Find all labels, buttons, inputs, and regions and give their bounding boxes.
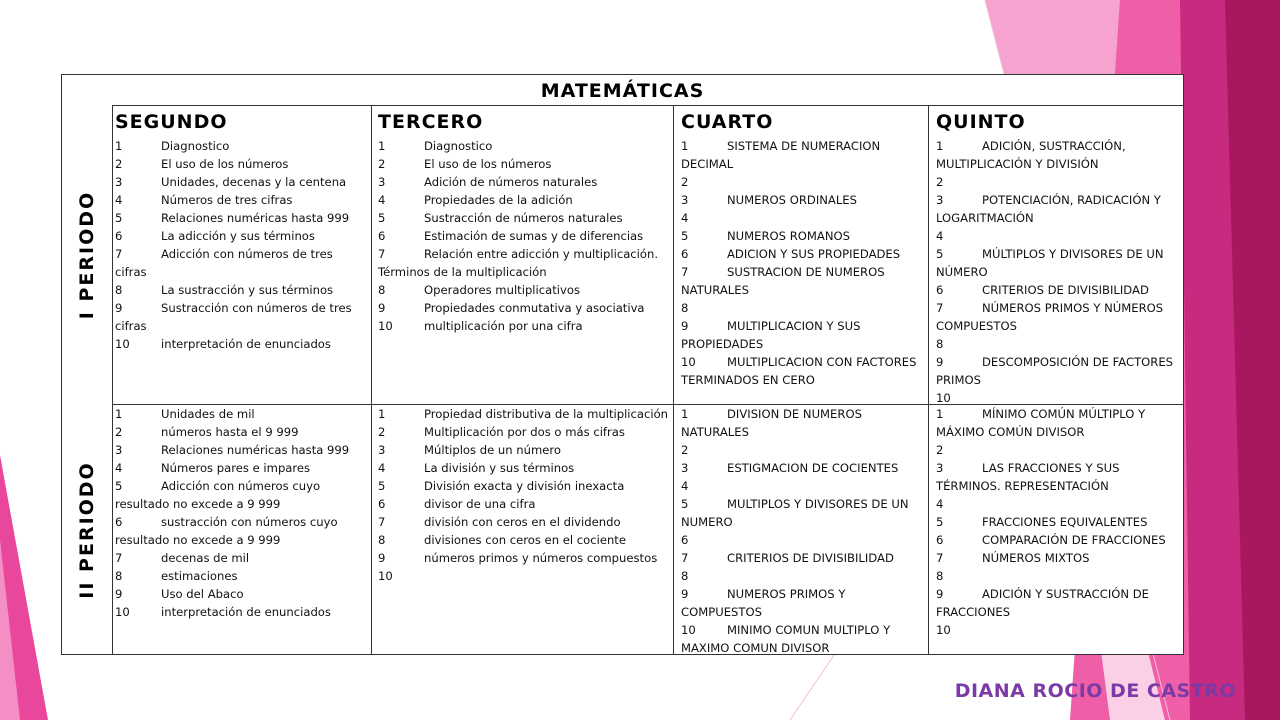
period-2-label: II PERIODO (76, 460, 98, 599)
topic-text: Múltiplos de un número (424, 443, 562, 457)
topic-number: 9 (115, 301, 123, 315)
topic-number: 7 (378, 515, 386, 529)
topic-item (936, 531, 1180, 549)
topic-item (681, 621, 924, 657)
topic-number: 6 (681, 533, 689, 547)
topic-number: 10 (936, 391, 951, 405)
topic-item (936, 621, 1180, 639)
topic-number: 2 (115, 425, 123, 439)
topic-number: 5 (378, 211, 386, 225)
cell-p1-cuarto (681, 137, 924, 389)
topic-number: 4 (936, 229, 944, 243)
topic-text: NÚMEROS PRIMOS Y NÚMEROS COMPUESTOS (936, 301, 1164, 333)
topic-item (115, 191, 367, 209)
topic-item (378, 549, 670, 567)
topic-item (936, 353, 1180, 389)
topic-number: 8 (681, 301, 689, 315)
topic-text: números primos y números compuestos (424, 551, 658, 565)
cell-p2-tercero (378, 405, 670, 585)
topic-text: Adicción con números cuyo resultado no excede a 9 999 (115, 479, 321, 511)
topic-number: 7 (115, 247, 123, 261)
topic-number: 5 (681, 497, 689, 511)
topic-number: 9 (378, 301, 386, 315)
topic-text: NÚMEROS MIXTOS (982, 551, 1090, 565)
topic-number: 10 (936, 623, 951, 637)
topic-number: 7 (936, 301, 944, 315)
topic-number: 6 (681, 247, 689, 261)
topic-number: 2 (936, 175, 944, 189)
topic-number: 3 (378, 175, 386, 189)
topic-text: Propiedad distributiva de la multiplicación (424, 407, 669, 421)
topic-text: división con ceros en el dividendo (424, 515, 621, 529)
topic-text: estimaciones (161, 569, 238, 583)
topic-text: Operadores multiplicativos (424, 283, 580, 297)
topic-item (378, 299, 670, 317)
topic-text: La división y sus términos (424, 461, 575, 475)
topic-text: SISTEMA DE NUMERACION DECIMAL (681, 139, 881, 171)
topic-number: 10 (681, 355, 696, 369)
topic-number: 8 (936, 337, 944, 351)
topic-number: 8 (115, 283, 123, 297)
topic-text: Números de tres cifras (161, 193, 293, 207)
topic-text: números hasta el 9 999 (161, 425, 299, 439)
topic-number: 1 (378, 407, 386, 421)
topic-number: 8 (681, 569, 689, 583)
topic-number: 4 (378, 461, 386, 475)
topic-text: interpretación de enunciados (161, 605, 331, 619)
topic-text: El uso de los números (424, 157, 552, 171)
cell-p2-cuarto (681, 405, 924, 657)
author-signature: DIANA ROCIO DE CASTRO (954, 680, 1236, 702)
topic-number: 3 (681, 461, 689, 475)
topic-item (378, 245, 670, 281)
topic-item (936, 191, 1180, 227)
topic-text: ESTIGMACION DE COCIENTES (727, 461, 899, 475)
topic-item (378, 495, 670, 513)
topic-number: 4 (378, 193, 386, 207)
curriculum-table (61, 74, 1184, 655)
topic-text: NUMEROS PRIMOS Y COMPUESTOS (681, 587, 846, 619)
topic-item (936, 281, 1180, 299)
topic-text: Adición de números naturales (424, 175, 598, 189)
topic-number: 9 (681, 319, 689, 333)
topic-item (115, 299, 367, 335)
topic-text: POTENCIACIÓN, RADICACIÓN Y LOGARITMACIÓN (936, 193, 1161, 225)
topic-number: 7 (378, 247, 386, 261)
topic-text: División exacta y división inexacta (424, 479, 625, 493)
topic-number: 7 (115, 551, 123, 565)
topic-number: 6 (936, 283, 944, 297)
topic-number: 3 (115, 175, 123, 189)
topic-item (681, 173, 924, 191)
topic-text: DIVISION DE NUMEROS NATURALES (681, 407, 862, 439)
topic-text: NUMEROS ROMANOS (727, 229, 850, 243)
topic-text: MÍNIMO COMÚN MÚLTIPLO Y MÁXIMO COMÚN DIVISOR (936, 407, 1146, 439)
topic-item (115, 137, 367, 155)
topic-item (115, 227, 367, 245)
topic-text: ADICION Y SUS PROPIEDADES (727, 247, 901, 261)
topic-item (115, 281, 367, 299)
topic-number: 4 (681, 479, 689, 493)
topic-text: Unidades de mil (161, 407, 255, 421)
topic-number: 8 (115, 569, 123, 583)
topic-number: 5 (115, 211, 123, 225)
cell-p1-segundo (115, 137, 367, 353)
topic-number: 10 (115, 605, 130, 619)
topic-item (378, 155, 670, 173)
grade-header-tercero: TERCERO (378, 111, 484, 133)
topic-item (681, 549, 924, 567)
topic-item (115, 423, 367, 441)
topic-item (681, 441, 924, 459)
topic-item (936, 513, 1180, 531)
topic-number: 7 (936, 551, 944, 565)
topic-item (378, 531, 670, 549)
topic-number: 1 (936, 407, 944, 421)
topic-text: LAS FRACCIONES Y SUS TÉRMINOS. REPRESENTACIÓN (936, 461, 1120, 493)
topic-number: 1 (681, 139, 689, 153)
topic-item (681, 245, 924, 263)
topic-item (936, 173, 1180, 191)
topic-text: Diagnostico (424, 139, 493, 153)
grade-header-quinto: QUINTO (936, 111, 1026, 133)
cell-p2-segundo (115, 405, 367, 621)
topic-text: MULTIPLICACION CON FACTORES TERMINADOS EN CERO (681, 355, 917, 387)
topic-number: 9 (378, 551, 386, 565)
topic-number: 2 (681, 175, 689, 189)
topic-text: sustracción con números cuyo resultado no excede a 9 999 (115, 515, 338, 547)
topic-number: 6 (115, 515, 123, 529)
topic-number: 4 (681, 211, 689, 225)
topic-text: decenas de mil (161, 551, 250, 565)
topic-item (115, 441, 367, 459)
topic-number: 9 (936, 355, 944, 369)
topic-number: 10 (681, 623, 696, 637)
topic-item (936, 245, 1180, 281)
topic-text: Números pares e impares (161, 461, 311, 475)
topic-text: MINIMO COMUN MULTIPLO Y MAXIMO COMUN DIVISOR (681, 623, 891, 655)
topic-item (681, 263, 924, 299)
topic-number: 3 (936, 461, 944, 475)
topic-text: El uso de los números (161, 157, 289, 171)
topic-item (378, 423, 670, 441)
topic-text: Estimación de sumas y de diferencias (424, 229, 644, 243)
topic-number: 8 (378, 533, 386, 547)
topic-number: 10 (378, 569, 393, 583)
period-1-label: I PERIODO (76, 190, 98, 319)
topic-text: DESCOMPOSICIÓN DE FACTORES PRIMOS (936, 355, 1174, 387)
topic-item (378, 209, 670, 227)
topic-number: 6 (936, 533, 944, 547)
topic-number: 4 (115, 461, 123, 475)
topic-item (115, 585, 367, 603)
topic-text: ADICIÓN Y SUSTRACCIÓN DE FRACCIONES (936, 587, 1149, 619)
topic-number: 10 (378, 319, 393, 333)
topic-text: divisor de una cifra (424, 497, 536, 511)
topic-item (378, 227, 670, 245)
topic-item (378, 191, 670, 209)
topic-item (936, 227, 1180, 245)
topic-number: 9 (115, 587, 123, 601)
topic-text: Sustracción con números de tres cifras (115, 301, 352, 333)
topic-item (681, 567, 924, 585)
topic-number: 6 (378, 229, 386, 243)
topic-item (115, 173, 367, 191)
grade-header-cuarto: CUARTO (681, 111, 774, 133)
topic-item (378, 459, 670, 477)
topic-number: 5 (936, 515, 944, 529)
topic-item (378, 173, 670, 191)
topic-number: 9 (936, 587, 944, 601)
topic-text: MÚLTIPLOS Y DIVISORES DE UN NÚMERO (936, 247, 1164, 279)
topic-item (115, 477, 367, 513)
topic-item (378, 405, 670, 423)
topic-text: MULTIPLICACION Y SUS PROPIEDADES (681, 319, 861, 351)
topic-number: 6 (378, 497, 386, 511)
topic-text: CRITERIOS DE DIVISIBILIDAD (727, 551, 894, 565)
topic-item (378, 477, 670, 495)
topic-item (681, 405, 924, 441)
topic-text: FRACCIONES EQUIVALENTES (982, 515, 1148, 529)
topic-text: CRITERIOS DE DIVISIBILIDAD (982, 283, 1149, 297)
topic-item (936, 441, 1180, 459)
topic-item (115, 459, 367, 477)
topic-item (115, 209, 367, 227)
cell-p1-tercero (378, 137, 670, 335)
topic-number: 1 (115, 407, 123, 421)
topic-number: 7 (681, 551, 689, 565)
topic-text: Relaciones numéricas hasta 999 (161, 443, 350, 457)
topic-item (681, 191, 924, 209)
column-divider-1 (371, 105, 372, 654)
topic-item (936, 405, 1180, 441)
topic-item (936, 495, 1180, 513)
topic-text: Uso del Abaco (161, 587, 244, 601)
topic-item (115, 603, 367, 621)
topic-number: 9 (681, 587, 689, 601)
period-column-divider (112, 105, 113, 654)
topic-number: 10 (115, 337, 130, 351)
topic-text: La adicción y sus términos (161, 229, 315, 243)
topic-number: 1 (681, 407, 689, 421)
topic-item (681, 585, 924, 621)
topic-item (936, 585, 1180, 621)
title-divider (112, 105, 1183, 106)
topic-text: COMPARACIÓN DE FRACCIONES (982, 533, 1166, 547)
topic-number: 5 (115, 479, 123, 493)
topic-item (681, 477, 924, 495)
topic-number: 1 (378, 139, 386, 153)
topic-text: Multiplicación por dos o más cifras (424, 425, 625, 439)
topic-item (681, 531, 924, 549)
topic-text: Propiedades de la adición (424, 193, 573, 207)
topic-number: 4 (115, 193, 123, 207)
topic-number: 1 (115, 139, 123, 153)
topic-item (936, 567, 1180, 585)
topic-number: 3 (681, 193, 689, 207)
column-divider-2 (673, 105, 674, 654)
topic-item (115, 567, 367, 585)
topic-text: interpretación de enunciados (161, 337, 331, 351)
topic-item (681, 317, 924, 353)
topic-text: Propiedades conmutativa y asociativa (424, 301, 645, 315)
topic-item (378, 281, 670, 299)
topic-item (936, 299, 1180, 335)
topic-number: 3 (936, 193, 944, 207)
topic-text: Adicción con números de tres cifras (115, 247, 333, 279)
topic-number: 8 (378, 283, 386, 297)
topic-text: La sustracción y sus términos (161, 283, 334, 297)
topic-number: 4 (936, 497, 944, 511)
topic-item (115, 405, 367, 423)
topic-item (681, 209, 924, 227)
topic-number: 7 (681, 265, 689, 279)
topic-number: 6 (115, 229, 123, 243)
topic-number: 2 (115, 157, 123, 171)
topic-number: 3 (115, 443, 123, 457)
topic-text: SUSTRACION DE NUMEROS NATURALES (681, 265, 885, 297)
topic-item (936, 549, 1180, 567)
topic-item (115, 549, 367, 567)
topic-item (115, 513, 367, 549)
topic-item (115, 155, 367, 173)
topic-item (115, 335, 367, 353)
topic-item (378, 317, 670, 335)
table-title: MATEMÁTICAS (540, 80, 705, 102)
topic-item (681, 353, 924, 389)
topic-text: ADICIÓN, SUSTRACCIÓN, MULTIPLICACIÓN Y DIVISIÓN (936, 139, 1126, 171)
topic-item (681, 227, 924, 245)
topic-text: MULTIPLOS Y DIVISORES DE UN NUMERO (681, 497, 909, 529)
topic-item (378, 567, 670, 585)
topic-item (681, 459, 924, 477)
topic-number: 1 (936, 139, 944, 153)
topic-text: Relación entre adicción y multiplicación. Términos de la multiplicación (378, 247, 659, 279)
topic-number: 5 (936, 247, 944, 261)
topic-text: divisiones con ceros en el cociente (424, 533, 626, 547)
topic-text: Sustracción de números naturales (424, 211, 623, 225)
topic-item (681, 299, 924, 317)
grade-header-segundo: SEGUNDO (115, 111, 228, 133)
topic-number: 5 (681, 229, 689, 243)
topic-item (378, 137, 670, 155)
topic-text: Diagnostico (161, 139, 230, 153)
cell-p2-quinto (936, 405, 1180, 639)
column-divider-3 (928, 105, 929, 654)
topic-text: Relaciones numéricas hasta 999 (161, 211, 350, 225)
topic-item (681, 495, 924, 531)
topic-item (936, 459, 1180, 495)
topic-number: 2 (378, 157, 386, 171)
cell-p1-quinto (936, 137, 1180, 407)
topic-item (115, 245, 367, 281)
topic-number: 2 (681, 443, 689, 457)
topic-item (378, 441, 670, 459)
topic-item (681, 137, 924, 173)
topic-number: 2 (378, 425, 386, 439)
topic-text: Unidades, decenas y la centena (161, 175, 347, 189)
topic-number: 3 (378, 443, 386, 457)
topic-text: NUMEROS ORDINALES (727, 193, 857, 207)
topic-number: 8 (936, 569, 944, 583)
topic-text: multiplicación por una cifra (424, 319, 583, 333)
topic-item (378, 513, 670, 531)
topic-item (936, 137, 1180, 173)
topic-number: 5 (378, 479, 386, 493)
topic-item (936, 335, 1180, 353)
topic-number: 2 (936, 443, 944, 457)
